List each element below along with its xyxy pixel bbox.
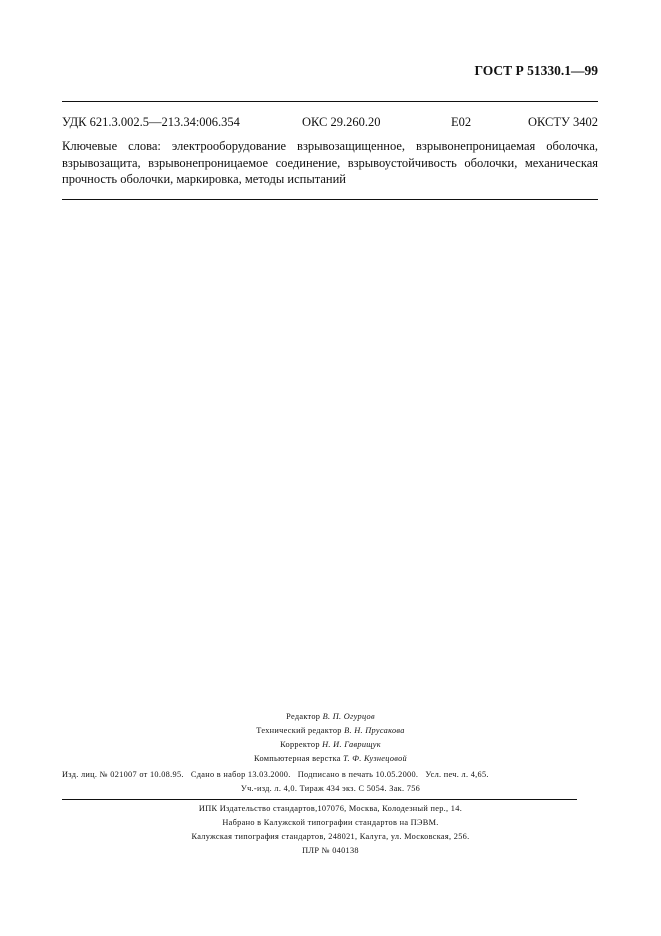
publisher-line: Набрано в Калужской типографии стандартов на ПЭВМ. xyxy=(222,818,439,827)
group-code: Е02 xyxy=(451,115,472,129)
credit-line: Редактор В. П. Огурцов xyxy=(286,712,375,721)
publisher-line: ИПК Издательство стандартов,107076, Москва, Колодезный пер., 14. xyxy=(198,804,463,813)
publisher-info xyxy=(0,802,661,858)
credit-line: Корректор Н. И. Гаврищук xyxy=(280,740,381,749)
oks-code: ОКС 29.260.20 xyxy=(302,115,381,129)
credit-line: Технический редактор В. Н. Прусакова xyxy=(256,726,405,735)
standard-number: ГОСТ Р 51330.1—99 xyxy=(474,63,598,78)
publisher-line: ПЛР № 040138 xyxy=(302,846,359,855)
okstu-code: ОКСТУ 3402 xyxy=(527,115,598,129)
divider xyxy=(62,199,598,200)
divider xyxy=(62,101,598,102)
publisher-line: Калужская типография стандартов, 248021, Калуга, ул. Московская, 256. xyxy=(191,832,470,841)
divider xyxy=(62,799,577,800)
credit-line: Компьютерная верстка Т. Ф. Кузнецовой xyxy=(254,754,407,763)
keywords: Ключевые слова: электрооборудование взрывозащищенное, взрывонепроницаемая оболочка, взрывозащита, взрывонепроницаемое соединение, взрывоустойчивость оболочки, механическая прочность оболочки, маркировка, методы испытаний xyxy=(62,139,598,186)
credits xyxy=(0,710,661,766)
udk-code: УДК 621.3.002.5—213.34:006.354 xyxy=(62,115,240,129)
imprint-line-1: Изд. лиц. № 021007 от 10.08.95. Сдано в набор 13.03.2000. Подписано в печать 10.05.2000. Усл. печ. л. 4,65. xyxy=(62,770,489,779)
imprint-line-2: Уч.-изд. л. 4,0. Тираж 434 экз. С 5054. Зак. 756 xyxy=(240,784,421,793)
